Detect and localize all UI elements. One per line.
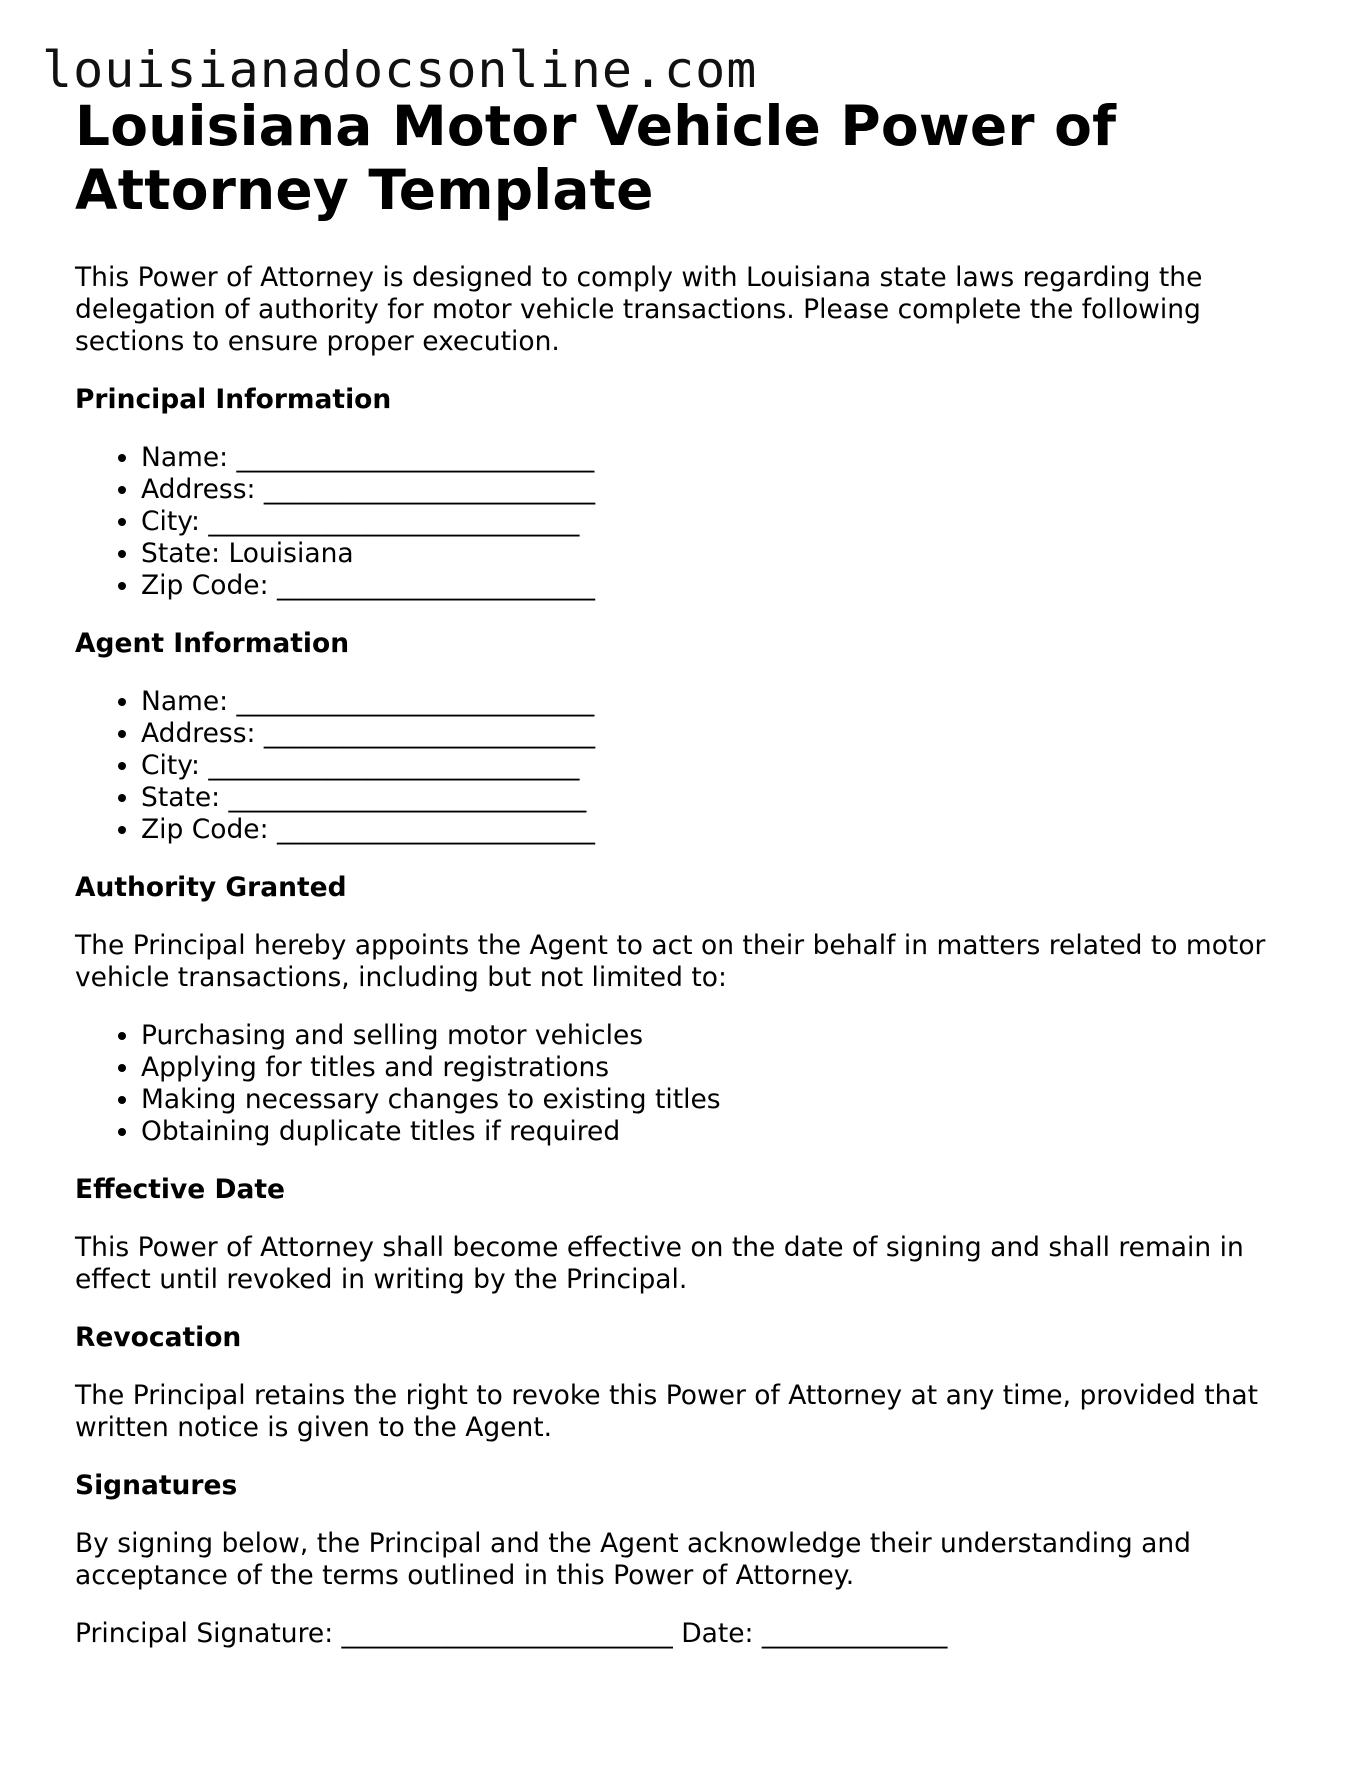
effective-date-paragraph: This Power of Attorney shall become effective on the date of signing and shall remain in effect until revoked in writing by the Principal. [75, 1232, 1244, 1295]
revocation-heading: Revocation [75, 1322, 242, 1353]
authority-item: • Obtaining duplicate titles if required [141, 1116, 1305, 1148]
authority-granted-paragraph: The Principal hereby appoints the Agent to act on their behalf in matters related to motor vehicle transactions, including but not limited to: [75, 930, 1266, 993]
site-watermark: louisianadocsonline.com [42, 41, 758, 99]
agent-zip-field: • Zip Code: ________________________ [141, 814, 1305, 846]
principal-information-heading: Principal Information [75, 384, 392, 415]
revocation-paragraph: The Principal retains the right to revoke this Power of Attorney at any time, provided that written notice is given to the Agent. [75, 1380, 1259, 1443]
authority-granted-heading: Authority Granted [75, 872, 347, 903]
page-title: Louisiana Motor Vehicle Power of Attorney Template [75, 94, 1117, 222]
signatures-paragraph: By signing below, the Principal and the Agent acknowledge their understanding and acceptance of the terms outlined in this Power of Attorney. [75, 1528, 1191, 1591]
agent-information-heading: Agent Information [75, 628, 350, 659]
authority-list [75, 1020, 1305, 1148]
agent-information-list [75, 686, 1305, 846]
effective-date-heading: Effective Date [75, 1174, 285, 1205]
intro-paragraph: This Power of Attorney is designed to comply with Louisiana state laws regarding the delegation of authority for motor vehicle transactions. Please complete the following sections to ensure proper execution. [75, 262, 1203, 357]
signatures-heading: Signatures [75, 1470, 238, 1501]
authority-item: • Making necessary changes to existing titles [141, 1084, 1305, 1116]
agent-state-field: • State: ___________________________ [141, 782, 1305, 814]
agent-name-field: • Name: ___________________________ [141, 686, 1305, 718]
document-body [75, 94, 1305, 1650]
principal-zip-field: • Zip Code: ________________________ [141, 570, 1305, 602]
principal-signature-line: Principal Signature: _________________________ Date: ______________ [75, 1618, 948, 1649]
agent-address-field: • Address: _________________________ [141, 718, 1305, 750]
principal-information-list [75, 442, 1305, 602]
authority-item: • Applying for titles and registrations [141, 1052, 1305, 1084]
agent-city-field: • City: ____________________________ [141, 750, 1305, 782]
principal-state-field: • State: Louisiana [141, 538, 1305, 570]
principal-name-field: • Name: ___________________________ [141, 442, 1305, 474]
authority-item: • Purchasing and selling motor vehicles [141, 1020, 1305, 1052]
principal-city-field: • City: ____________________________ [141, 506, 1305, 538]
principal-address-field: • Address: _________________________ [141, 474, 1305, 506]
